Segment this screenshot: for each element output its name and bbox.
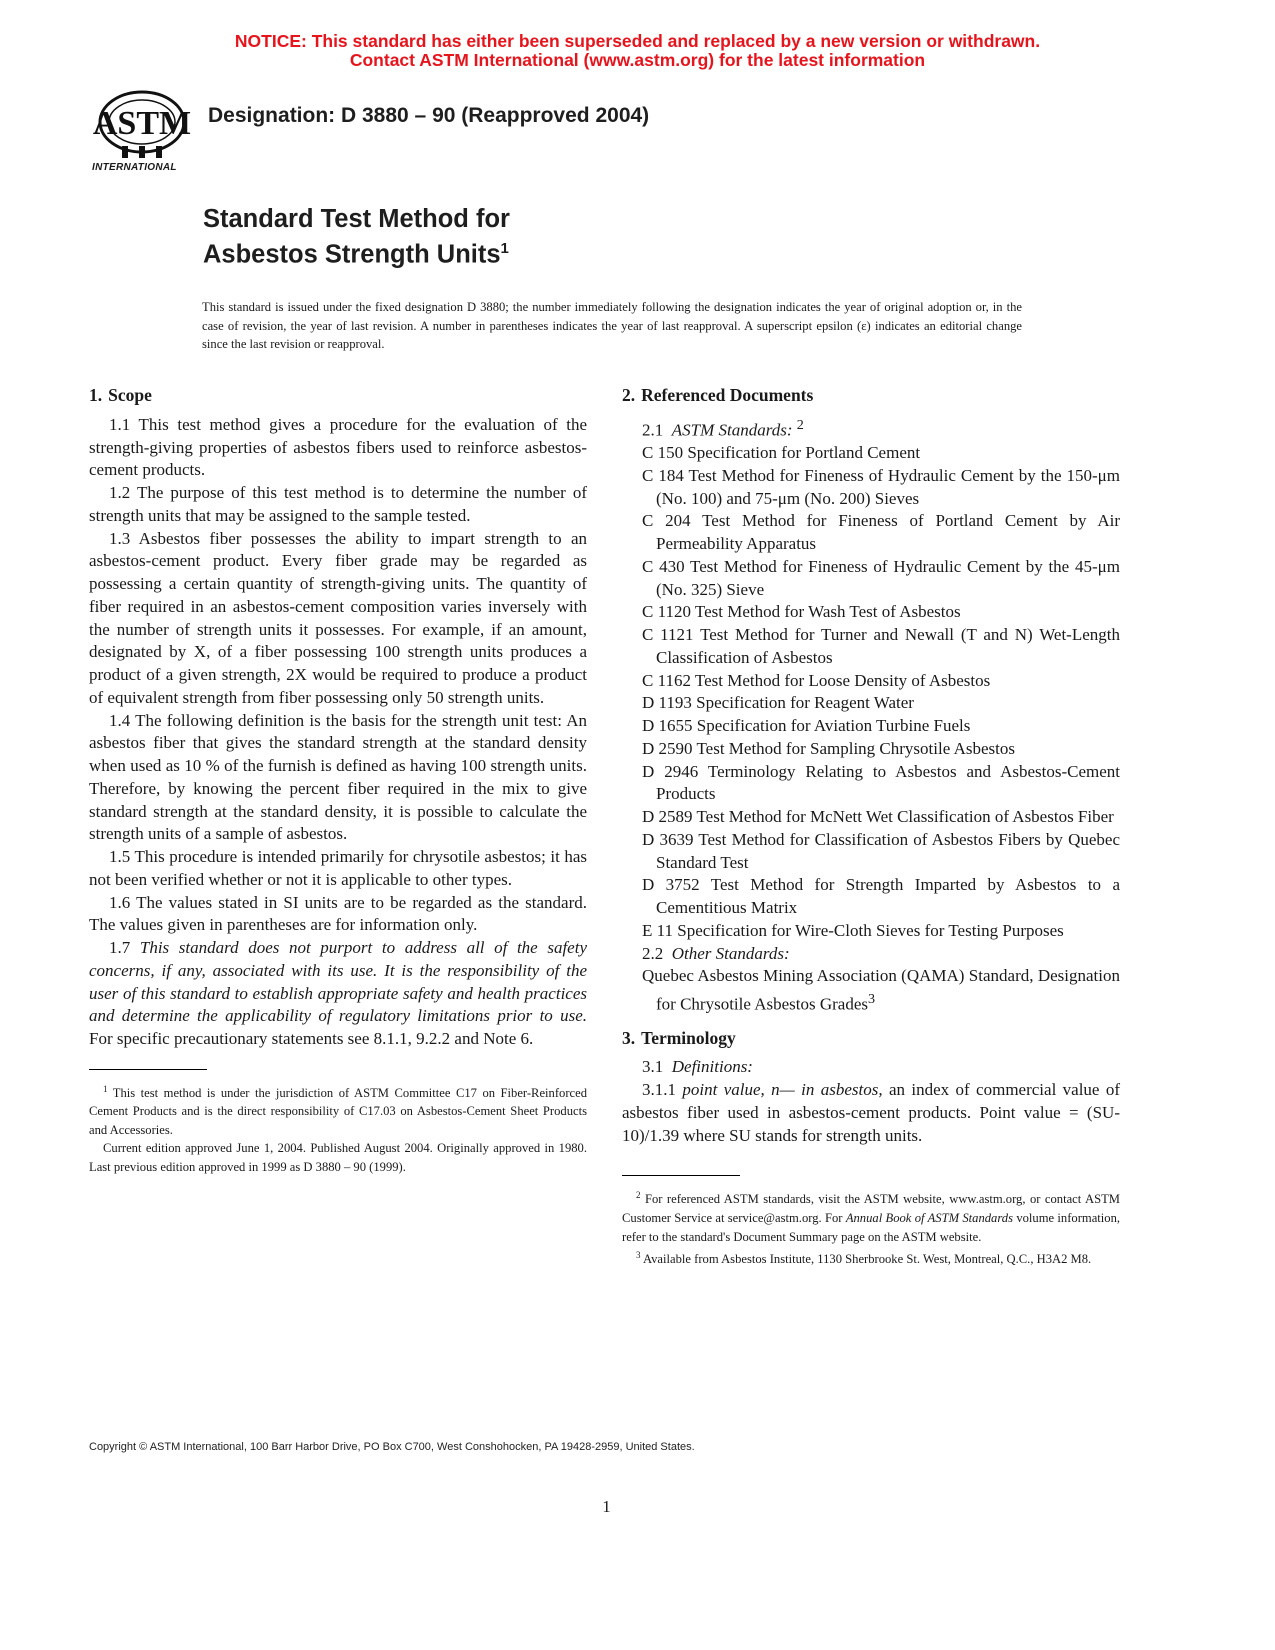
designation: Designation: D 3880 – 90 (Reapproved 2004) — [208, 104, 650, 127]
title-footnote-ref: 1 — [500, 240, 509, 257]
reference-item: D 1193 Specification for Reagent Water — [642, 693, 914, 713]
footnote-divider — [622, 1175, 740, 1176]
right-column — [622, 384, 1120, 1269]
reference-item: C 184 Test Method for Fineness of Hydraulic Cement by the 150-μm (No. 100) and 75-μm (No. 200) Sieves — [642, 465, 1120, 508]
astm-logo — [92, 84, 192, 176]
footnote-divider — [89, 1069, 207, 1070]
scope-1-3: 1.3 Asbestos fiber possesses the ability to impart strength to an asbestos-cement product. Every fiber grade may be regarded as possessing a certain quantity of strength-giving units. The quantity of fiber required in an asbestos-cement composition varies inversely with the number of strength units it possesses. For example, if an amount, designated by X, of a fiber possessing 100 strength units produces a product of a given strength, 2X would be required to produce a product of equivalent strength from fiber possessing only 50 strength units. — [89, 528, 587, 707]
reference-item: C 204 Test Method for Fineness of Portland Cement by Air Permeability Apparatus — [642, 511, 1120, 554]
definition-point-value: 3.1.1 point value, n— in asbestos, an index of commercial value of asbestos fiber used in asbestos-cement products. Point value = (SU-10)/1.39 where SU stands for strength units. — [622, 1080, 1121, 1145]
scope-1-6: 1.6 The values stated in SI units are to be regarded as the standard. The values given in parentheses are for information only. — [89, 892, 587, 935]
reference-item: D 2590 Test Method for Sampling Chrysotile Asbestos — [642, 738, 1015, 758]
section-references-heading: 2. Referenced Documents — [622, 385, 814, 405]
svg-text:ASTM: ASTM — [92, 105, 192, 142]
reference-item: E 11 Specification for Wire-Cloth Sieves for Testing Purposes — [642, 920, 1064, 940]
scope-1-2: 1.2 The purpose of this test method is to determine the number of strength units that may be assigned to the sample tested. — [89, 483, 587, 525]
section-scope-heading: 1. Scope — [89, 385, 152, 405]
withdrawal-notice — [0, 32, 1275, 70]
definitions-subheading: 3.1 Definitions: — [642, 1057, 753, 1077]
reference-item: D 3752 Test Method for Strength Imparted by Asbestos to a Cementitious Matrix — [642, 875, 1120, 918]
other-standards-subheading: 2.2 Other Standards: — [642, 943, 790, 963]
issued-note: This standard is issued under the fixed designation D 3880; the number immediately following the designation indicates the year of original adoption or, in the case of revision, the year of last revision. A number in parentheses indicates the year of last reapproval. A superscript epsilon (ε) indicates an editorial change since the last revision or reapproval. — [202, 300, 1022, 351]
document-title — [203, 204, 510, 270]
reference-item: C 1162 Test Method for Loose Density of Asbestos — [642, 670, 991, 690]
reference-item: C 1120 Test Method for Wash Test of Asbestos — [642, 602, 961, 622]
section-terminology-heading: 3. Terminology — [622, 1027, 736, 1048]
footnote-2: $^2$ For referenced ASTM standards, visit the ASTM website, www.astm.org, or contact ASTM Customer Service at service@astm.org. For Annual Book of ASTM Standards volume information, refer to the standard's Document Summary page on the ASTM website. — [622, 1190, 1121, 1244]
copyright-line: Copyright © ASTM International, 100 Barr Harbor Drive, PO Box C700, West Conshohocken, PA 19428-2959, United States. — [89, 1441, 695, 1453]
title-line-2: Asbestos Strength Units$^1$ — [203, 240, 509, 269]
footnote-1: $^1$ This test method is under the jurisdiction of ASTM Committee C17 on Fiber-Reinforced Cement Products and is the direct responsibility of C17.03 on Asbestos-Cement Sheet Products and Accessories. — [89, 1083, 588, 1137]
notice-line-1: NOTICE: This standard has either been superseded and replaced by a new version or withdrawn. — [234, 31, 1041, 51]
reference-item: C 150 Specification for Portland Cement — [642, 443, 921, 463]
reference-item: C 1121 Test Method for Turner and Newall (T and N) Wet-Length Classification of Asbestos — [642, 625, 1120, 667]
reference-item-qama: Quebec Asbestos Mining Association (QAMA) Standard, Designation for Chrysotile Asbestos Grades$^3$ — [642, 966, 1120, 1014]
scope-1-5: 1.5 This procedure is intended primarily for chrysotile asbestos; it has not been verified whether or not it is applicable to other types. — [89, 847, 587, 889]
left-column — [89, 384, 587, 1176]
reference-item: D 3639 Test Method for Classification of Asbestos Fibers by Quebec Standard Test — [642, 829, 1120, 872]
notice-line-2: Contact ASTM International (www.astm.org) for the latest information — [349, 50, 926, 70]
reference-item: D 1655 Specification for Aviation Turbine Fuels — [642, 716, 971, 736]
scope-1-1: 1.1 This test method gives a procedure for the evaluation of the strength-giving properties of asbestos fibers used to reinforce asbestos-cement products. — [89, 414, 587, 480]
title-line-1: Standard Test Method for — [203, 205, 510, 233]
astm-standards-subheading: 2.1 ASTM Standards: $^2$ — [642, 416, 804, 440]
logo-text: INTERNATIONAL — [92, 162, 177, 173]
page-number: 1 — [602, 1497, 611, 1516]
footnote-1-edition: Current edition approved June 1, 2004. Published August 2004. Originally approved in 1980. Last previous edition approved in 1999 as D 3880 – 90 (1999). — [89, 1141, 587, 1174]
scope-1-4: 1.4 The following definition is the basis for the strength unit test: An asbestos fiber that gives the standard strength at the standard density when used as 10 % of the furnish is defined as having 100 strength units. Therefore, by knowing the percent fiber required in the mix to give standard strength at the standard density, it is possible to calculate the strength units of a sample of asbestos. — [89, 710, 587, 844]
reference-item: D 2589 Test Method for McNett Wet Classification of Asbestos Fiber — [642, 807, 1114, 827]
footnote-3: $^3$ Available from Asbestos Institute, 1130 Sherbrooke St. West, Montreal, Q.C., H3A2 M8. — [636, 1250, 1092, 1267]
scope-1-7: 1.7 This standard does not purport to address all of the safety concerns, if any, associated with its use. It is the responsibility of the user of this standard to establish appropriate safety and health practices and determine the applicability of regulatory limitations prior to use. For specific precautionary statements see 8.1.1, 9.2.2 and Note 6. — [89, 938, 587, 1048]
reference-item: D 2946 Terminology Relating to Asbestos and Asbestos-Cement Products — [642, 761, 1120, 804]
reference-item: C 430 Test Method for Fineness of Hydraulic Cement by the 45-μm (No. 325) Sieve — [642, 556, 1120, 599]
